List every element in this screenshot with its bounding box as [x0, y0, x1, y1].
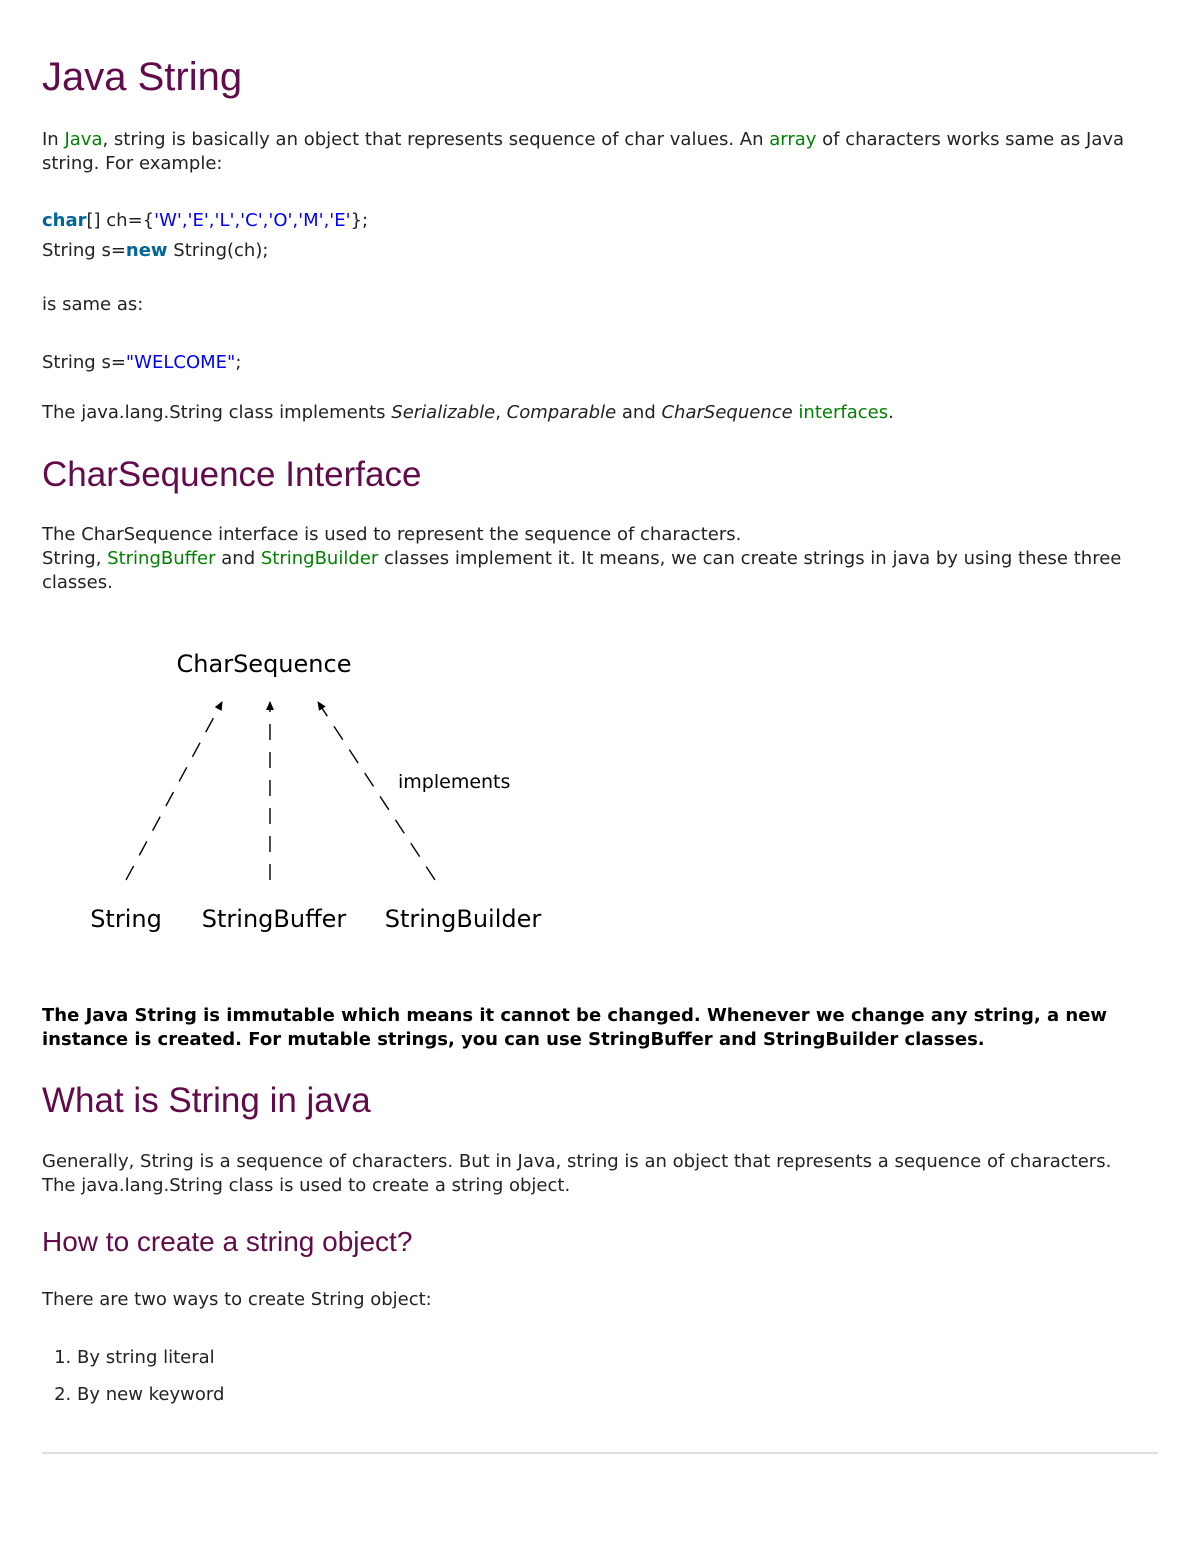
intro-paragraph: In Java, string is basically an object that represents sequence of char values. An array of characters works same as Java string. For example: [42, 129, 1125, 174]
how-to-create-heading: How to create a string object? [42, 1226, 413, 1257]
charsequence-paragraph: The CharSequence interface is used to represent the sequence of characters. String, StringBuffer and StringBuilder classes implement it. It means, we can create strings in java by using these three classes. [42, 524, 1122, 593]
same-as-text: is same as: [42, 294, 144, 315]
code-example-literal: String s="WELCOME"; [42, 352, 242, 373]
list-item: 2. By new keyword [77, 1376, 224, 1413]
java-link[interactable]: Java [64, 129, 103, 150]
implementation-diagram [40, 640, 560, 940]
code-line-1: char[] ch={'W','E','L','C','O','M','E'}; [42, 210, 369, 231]
ways-list [42, 1339, 224, 1413]
list-item: 1. By string literal [77, 1339, 224, 1376]
code-example-char-array [42, 206, 368, 266]
charsequence-diagram [40, 640, 560, 940]
arrow-string [126, 702, 222, 880]
bottom-divider [42, 1452, 1158, 1454]
what-is-string-heading: What is String in java [42, 1081, 371, 1120]
page-title: Java String [42, 55, 243, 99]
diagram-stringbuilder-label: StringBuilder [384, 905, 542, 933]
charsequence-heading: CharSequence Interface [42, 455, 422, 494]
implements-paragraph: The java.lang.String class implements Serializable, Comparable and CharSequence interfaces. [42, 402, 894, 423]
interfaces-link[interactable]: interfaces [798, 402, 889, 423]
immutable-note: The Java String is immutable which means it cannot be changed. Whenever we change any string, a new instance is created. For mutable strings, you can use StringBuffer and StringBuilder classes. [42, 1005, 1108, 1050]
array-link[interactable]: array [769, 129, 817, 150]
code-line-2: String s=new String(ch); [42, 240, 269, 261]
stringbuffer-link[interactable]: StringBuffer [107, 548, 216, 569]
two-ways-text: There are two ways to create String object: [42, 1289, 432, 1310]
diagram-charsequence-label: CharSequence [176, 650, 352, 678]
stringbuilder-link[interactable]: StringBuilder [260, 548, 379, 569]
diagram-string-label: String [90, 905, 162, 933]
what-is-string-paragraph: Generally, String is a sequence of characters. But in Java, string is an object that represents a sequence of characters. The java.lang.String class is used to create a string object. [42, 1151, 1112, 1196]
diagram-stringbuffer-label: StringBuffer [201, 905, 347, 933]
diagram-implements-label: implements [398, 771, 511, 793]
